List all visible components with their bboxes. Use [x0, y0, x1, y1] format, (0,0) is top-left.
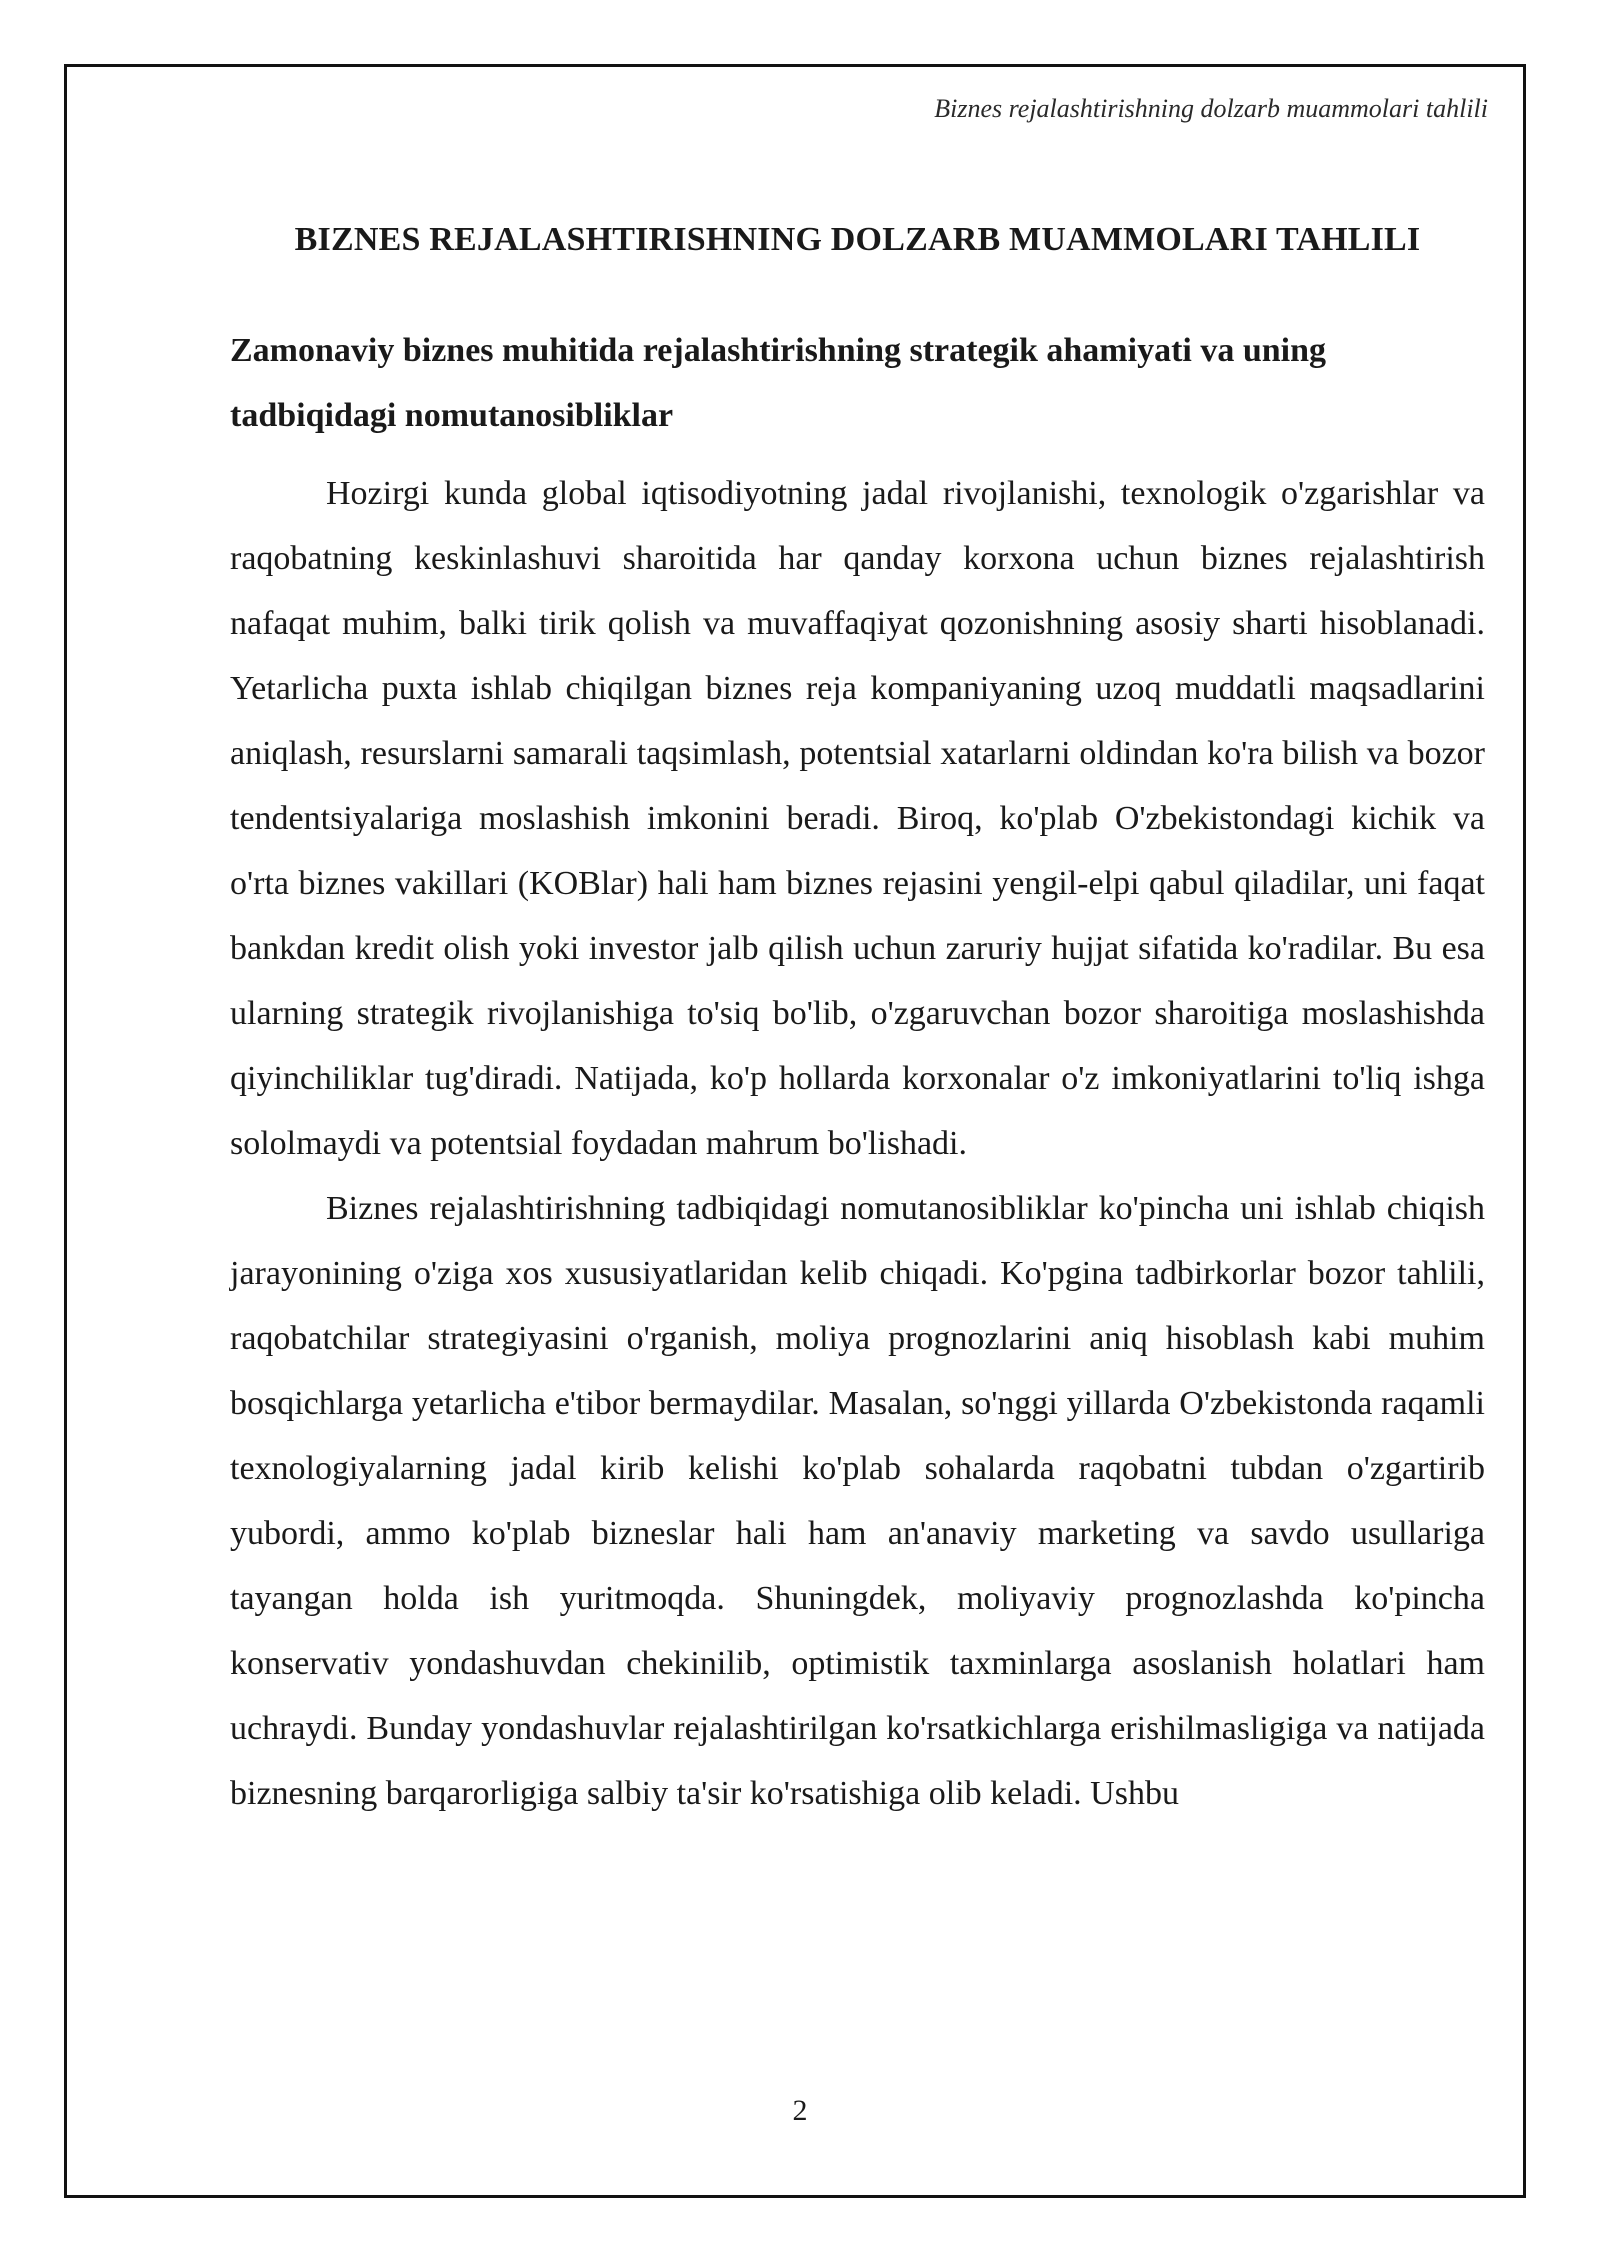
body-text: [230, 461, 1485, 1826]
paragraph-2: Biznes rejalashtirishning tadbiqidagi nomutanosibliklar ko'pincha uni ishlab chiqish jarayonining o'ziga xos xususiyatlaridan kelib chiqadi. Ko'pgina tadbirkorlar bozor tahlili, raqobatchilar strategiyasini o'rganish, moliya prognozlarini aniq hisoblash kabi muhim bosqichlarga yetarlicha e'tibor bermaydilar. Masalan, so'nggi yillarda O'zbekistonda raqamli texnologiyalarning jadal kirib kelishi ko'plab sohalarda raqobatni tubdan o'zgartirib yubordi, ammo ko'plab bizneslar hali ham an'anaviy marketing va savdo usullariga tayangan holda ish yuritmoqda. Shuningdek, moliyaviy prognozlashda ko'pincha konservativ yondashuvdan chekinilib, optimistik taxminlarga asoslanish holatlari ham uchraydi. Bunday yondashuvlar rejalashtirilgan ko'rsatkichlarga erishilmasligiga va natijada biznesning barqarorligiga salbiy ta'sir ko'rsatishiga olib keladi. Ushbu: [230, 1190, 1485, 1812]
section-heading: Zamonaviy biznes muhitida rejalashtirishning strategik ahamiyati va uning tadbiqidagi nomutanosibliklar: [230, 332, 1327, 434]
document-title: BIZNES REJALASHTIRISHNING DOLZARB MUAMMOLARI TAHLILI: [294, 221, 1421, 258]
paragraph-1: Hozirgi kunda global iqtisodiyotning jadal rivojlanishi, texnologik o'zgarishlar va raqobatning keskinlashuvi sharoitida har qanday korxona uchun biznes rejalashtirish nafaqat muhim, balki tirik qolish va muvaffaqiyat qozonishning asosiy sharti hisoblanadi. Yetarlicha puxta ishlab chiqilgan biznes reja kompaniyaning uzoq muddatli maqsadlarini aniqlash, resurslarni samarali taqsimlash, potentsial xatarlarni oldindan ko'ra bilish va bozor tendentsiyalariga moslashish imkonini beradi. Biroq, ko'plab O'zbekistondagi kichik va o'rta biznes vakillari (KOBlar) hali ham biznes rejasini yengil-elpi qabul qiladilar, uni faqat bankdan kredit olish yoki investor jalb qilish uchun zaruriy hujjat sifatida ko'radilar. Bu esa ularning strategik rivojlanishiga to'siq bo'lib, o'zgaruvchan bozor sharoitiga moslashishda qiyinchiliklar tug'diradi. Natijada, ko'p hollarda korxonalar o'z imkoniyatlarini to'liq ishga sololmaydi va potentsial foydadan mahrum bo'lishadi.: [230, 475, 1485, 1162]
page-number: 2: [792, 2094, 808, 2127]
running-header: Biznes rejalashtirishning dolzarb muammolari tahlili: [934, 94, 1488, 123]
